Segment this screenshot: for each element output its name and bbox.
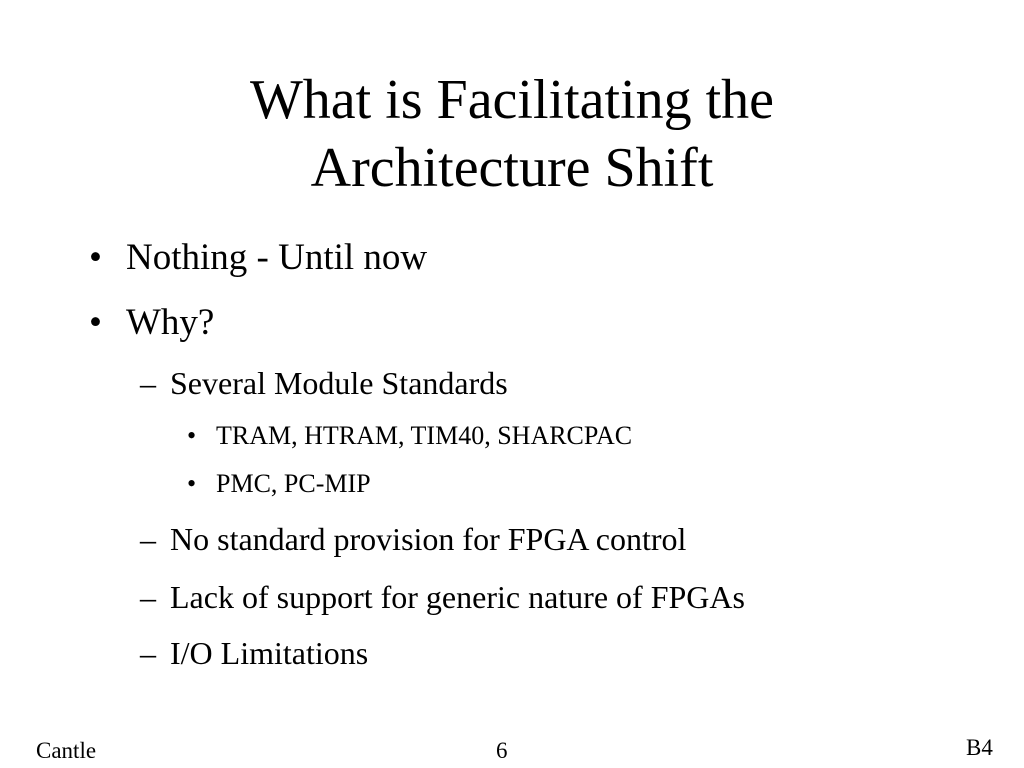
- sub-bullet-several-module-standards: [140, 364, 508, 402]
- bullet-marker: •: [89, 302, 102, 343]
- dash-marker: –: [140, 521, 156, 557]
- footer-page-number: 6: [496, 738, 508, 763]
- sub-bullet-fpga-control: [140, 520, 687, 558]
- dash-marker: –: [140, 579, 156, 615]
- bullet-text: Nothing - Until now: [126, 237, 428, 278]
- bullet-nothing-until-now: [89, 236, 428, 280]
- sub-sub-bullet-tram-htram: [187, 420, 633, 452]
- sub-bullet-generic-nature: [140, 578, 745, 616]
- sub-bullet-text: Several Module Standards: [170, 365, 508, 401]
- bullet-marker: •: [187, 469, 197, 498]
- footer-author: Cantle: [36, 738, 97, 763]
- slide-title-line-2: Architecture Shift: [310, 137, 714, 199]
- sub-sub-bullet-text: PMC, PC-MIP: [216, 469, 371, 498]
- bullet-marker: •: [187, 421, 197, 450]
- footer-slide-code: B4: [966, 735, 993, 760]
- bullet-text: Why?: [126, 302, 215, 343]
- sub-bullet-io-limitations: [140, 634, 369, 672]
- sub-bullet-text: Lack of support for generic nature of FPGAs: [170, 579, 745, 615]
- dash-marker: –: [140, 365, 156, 401]
- sub-sub-bullet-pmc-pc-mip: [187, 468, 371, 500]
- slide-title-line-1: What is Facilitating the: [249, 69, 775, 131]
- sub-bullet-text: No standard provision for FPGA control: [170, 521, 687, 557]
- dash-marker: –: [140, 635, 156, 671]
- slide-title: [0, 66, 1024, 202]
- bullet-marker: •: [89, 237, 102, 278]
- bullet-why: [89, 301, 215, 345]
- sub-sub-bullet-text: TRAM, HTRAM, TIM40, SHARCPAC: [216, 421, 633, 450]
- sub-bullet-text: I/O Limitations: [170, 635, 369, 671]
